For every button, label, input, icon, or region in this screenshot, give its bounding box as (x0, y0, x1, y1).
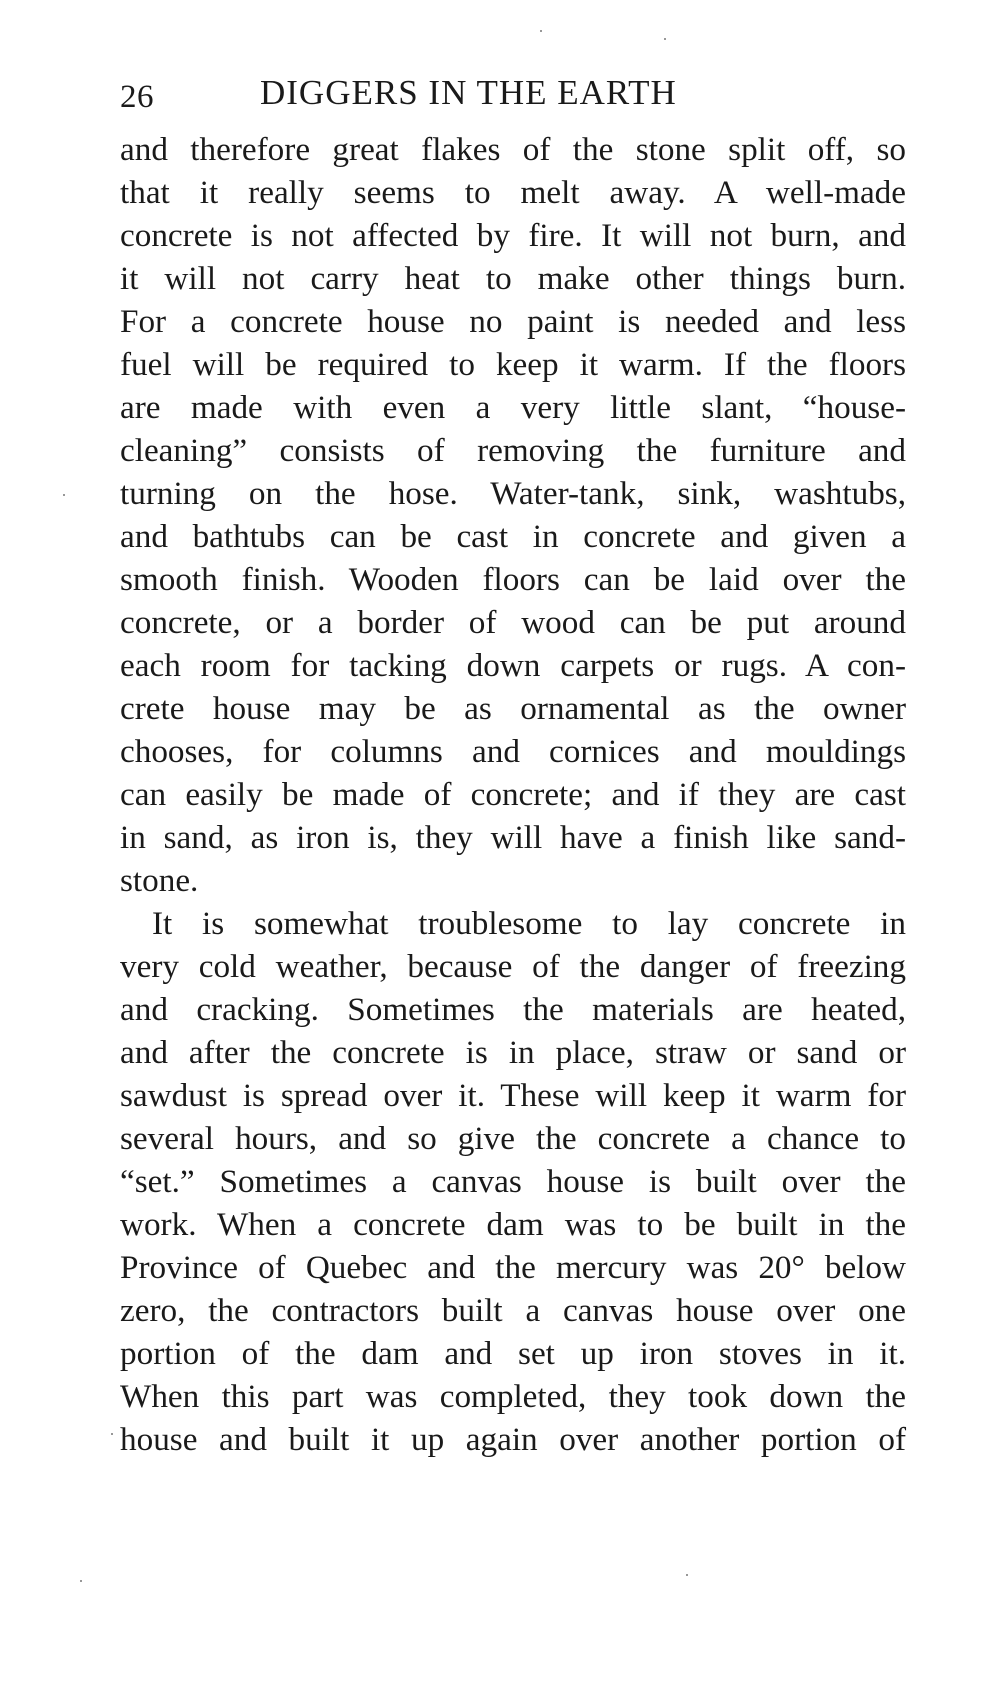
text-line: that it really seems to melt away. A well-made (120, 174, 906, 211)
text-line: zero, the contractors built a canvas house over one (120, 1292, 906, 1329)
text-line: When this part was completed, they took down the (120, 1378, 906, 1415)
text-line: fuel will be required to keep it warm. If the floors (120, 346, 906, 383)
text-line: and therefore great flakes of the stone split off, so (120, 131, 906, 168)
text-line: it will not carry heat to make other things burn. (120, 260, 906, 297)
book-page (120, 70, 906, 1461)
scan-speck (686, 1574, 688, 1576)
text-line: in sand, as iron is, they will have a finish like sand- (120, 819, 906, 856)
scan-speck (540, 30, 542, 32)
text-line: and bathtubs can be cast in concrete and given a (120, 518, 906, 555)
text-line: and after the concrete is in place, straw or sand or (120, 1034, 906, 1071)
text-line: Province of Quebec and the mercury was 20° below (120, 1249, 906, 1286)
text-line: “set.” Sometimes a canvas house is built over the (120, 1163, 906, 1200)
book-title: DIGGERS IN THE EARTH (260, 73, 677, 112)
text-line: crete house may be as ornamental as the owner (120, 690, 906, 727)
text-line: work. When a concrete dam was to be built in the (120, 1206, 906, 1243)
text-line: each room for tacking down carpets or rugs. A con- (120, 647, 906, 684)
text-line: and cracking. Sometimes the materials are heated, (120, 991, 906, 1028)
text-line: turning on the hose. Water-tank, sink, washtubs, (120, 475, 906, 512)
page-number: 26 (120, 79, 154, 115)
text-line: several hours, and so give the concrete a chance to (120, 1120, 906, 1157)
text-line: smooth finish. Wooden floors can be laid over the (120, 561, 906, 598)
text-line: sawdust is spread over it. These will keep it warm for (120, 1077, 906, 1114)
text-line: stone. (120, 862, 199, 899)
text-line: portion of the dam and set up iron stoves in it. (120, 1335, 906, 1372)
body-text (120, 128, 906, 1461)
text-line: very cold weather, because of the danger of freezing (120, 948, 906, 985)
text-line: concrete is not affected by fire. It will not burn, and (120, 217, 906, 254)
text-line: concrete, or a border of wood can be put around (120, 604, 906, 641)
text-line: It is somewhat troublesome to lay concrete in (152, 905, 906, 942)
text-line: can easily be made of concrete; and if they are cast (120, 776, 906, 813)
scan-speck (63, 494, 65, 496)
text-line: are made with even a very little slant, “house- (120, 389, 906, 426)
scan-speck (111, 1433, 113, 1435)
text-line: house and built it up again over another portion of (120, 1421, 906, 1458)
running-head (120, 70, 906, 120)
text-line: For a concrete house no paint is needed and less (120, 303, 906, 340)
text-line: cleaning” consists of removing the furniture and (120, 432, 906, 469)
scan-speck (664, 38, 666, 40)
text-line: chooses, for columns and cornices and mouldings (120, 733, 906, 770)
scan-speck (80, 1580, 82, 1582)
